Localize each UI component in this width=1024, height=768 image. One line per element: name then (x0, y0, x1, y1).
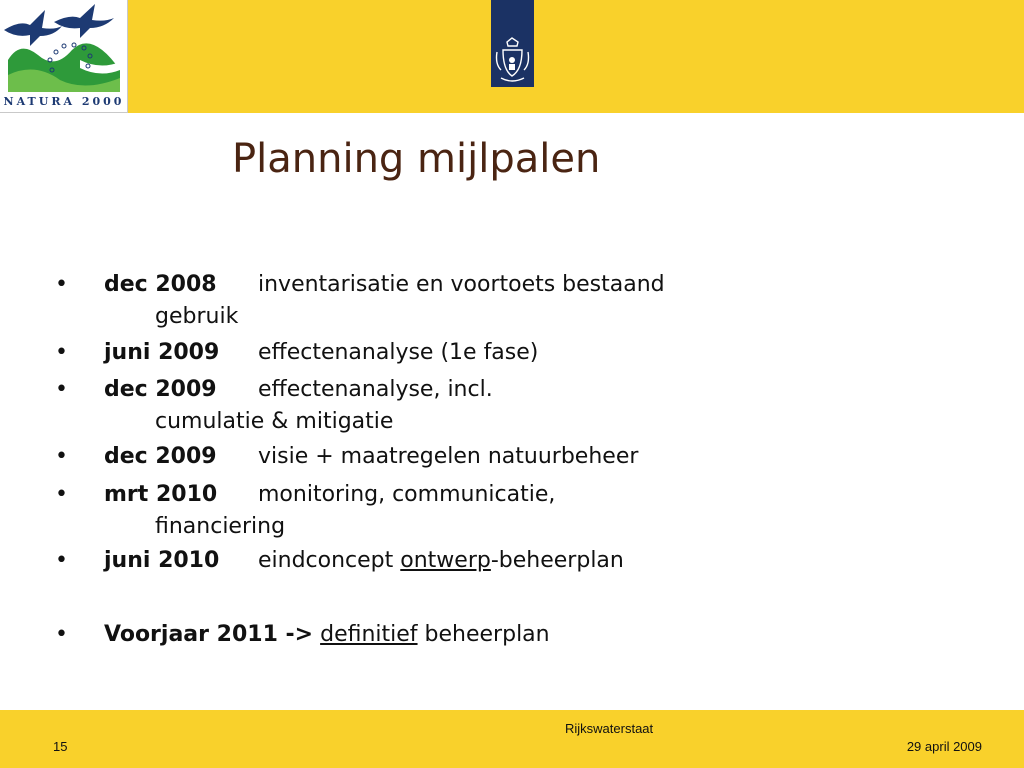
milestone-text: visie + maatregelen natuurbeheer (258, 444, 639, 469)
milestone-date: juni 2009 (104, 340, 220, 365)
milestone-date: dec 2009 (104, 377, 217, 402)
milestone-text: monitoring, communicatie, (258, 482, 556, 507)
milestone-text: definitief beheerplan (320, 622, 550, 647)
milestone-date: juni 2010 (104, 548, 220, 573)
milestone-text: effectenanalyse, incl. (258, 377, 493, 402)
bullet-icon: • (55, 340, 68, 365)
underlined-term: ontwerp (400, 548, 491, 573)
natura-2000-label: NATURA 2000 (3, 95, 125, 108)
footer-date: 29 april 2009 (906, 739, 982, 754)
slide-number: 15 (53, 739, 68, 754)
milestone-date: dec 2009 (104, 444, 217, 469)
bullet-icon: • (55, 548, 68, 573)
milestone-date: mrt 2010 (104, 482, 218, 507)
bullet-icon: • (55, 482, 68, 507)
milestone-text: effectenanalyse (1e fase) (258, 340, 539, 365)
underlined-term: definitief (320, 622, 418, 647)
milestone-text: eindconcept ontwerp-beheerplan (258, 548, 624, 573)
milestone-text: inventarisatie en voortoets bestaand (258, 272, 665, 297)
milestone-text-continued: financiering (155, 514, 286, 539)
bullet-icon: • (55, 377, 68, 402)
milestone-date: Voorjaar 2011 -> (104, 622, 314, 647)
milestone-date: dec 2008 (104, 272, 217, 297)
bullet-icon: • (55, 272, 68, 297)
footer-organization: Rijkswaterstaat (565, 721, 654, 736)
slide-title: Planning mijlpalen (232, 136, 601, 182)
milestone-text-continued: cumulatie & mitigatie (155, 409, 394, 434)
coat-of-arms-icon (491, 0, 534, 87)
footer-band (0, 710, 1024, 768)
rijksoverheid-logo-bar (491, 0, 534, 87)
natura-2000-logo (0, 0, 128, 113)
natura-2000-emblem-icon (0, 0, 128, 95)
bullet-icon: • (55, 444, 68, 469)
header-band (0, 0, 1024, 113)
bullet-icon: • (55, 622, 68, 647)
milestone-text-continued: gebruik (155, 304, 239, 329)
